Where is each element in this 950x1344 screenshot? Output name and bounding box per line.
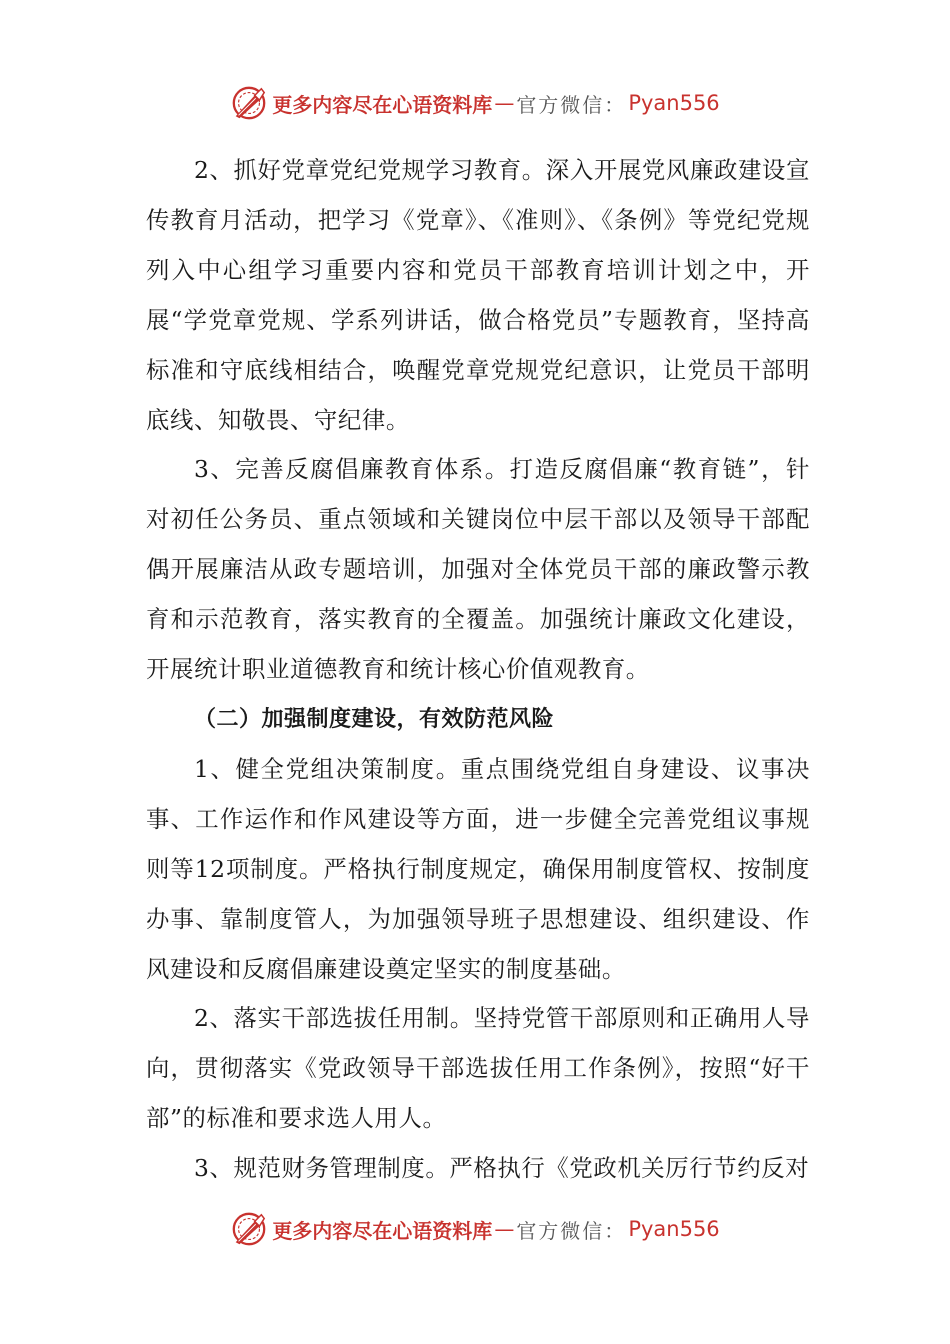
header-watermark-banner — [0, 80, 950, 126]
banner-wechat-id: Pyan556 — [628, 91, 720, 115]
section-heading-system-building: （二）加强制度建设，有效防范风险 — [194, 705, 555, 732]
banner-brand-text: 更多内容尽在心语资料库 — [272, 1218, 493, 1243]
pen-nib-logo-icon — [230, 1210, 268, 1248]
paragraph-anti-corruption-system: 3、完善反腐倡廉教育体系。打造反腐倡廉“教育链”，针对初任公务员、重点领域和关键岗位中层干部以及领导干部配偶开展廉洁从政专题培训，加强对全体党员干部的廉政警示教育和示范教育，落实教育的全覆盖。加强统计廉政文化建设，开展统计职业道德教育和统计核心价值观教育。 — [146, 455, 810, 684]
banner-brand-text: 更多内容尽在心语资料库 — [272, 92, 493, 117]
banner-separator: — — [494, 91, 515, 115]
paragraph-party-rules-education: 2、抓好党章党纪党规学习教育。深入开展党风廉政建设宣传教育月活动，把学习《党章》、《准则》、《条例》等党纪党规列入中心组学习重要内容和党员干部教育培训计划之中，开展“学党章党规、学系列讲话，做合格党员”专题教育，坚持高标准和守底线相结合，唤醒党章党规党纪意识，让党员干部明底线、知敬畏、守纪律。 — [146, 156, 810, 434]
banner-separator: — — [494, 1217, 515, 1241]
paragraph-financial-management: 3、规范财务管理制度。严格执行《党政机关厉行节约反对 — [194, 1154, 810, 1183]
paragraph-cadre-selection: 2、落实干部选拔任用制。坚持党管干部原则和正确用人导向，贯彻落实《党政领导干部选拔任用工作条例》，按照“好干部”的标准和要求选人用人。 — [146, 1004, 810, 1133]
banner-official-label: 官方微信： — [516, 1218, 627, 1243]
banner-wechat-id: Pyan556 — [628, 1217, 720, 1241]
document-body — [146, 146, 810, 1194]
footer-watermark-banner — [0, 1206, 950, 1252]
banner-official-label: 官方微信： — [516, 92, 627, 117]
paragraph-decision-system: 1、健全党组决策制度。重点围绕党组自身建设、议事决事、工作运作和作风建设等方面，进一步健全完善党组议事规则等12项制度。严格执行制度规定，确保用制度管权、按制度办事、靠制度管人，为加强领导班子思想建设、组织建设、作风建设和反腐倡廉建设奠定坚实的制度基础。 — [146, 754, 810, 983]
pen-nib-logo-icon — [230, 84, 268, 122]
